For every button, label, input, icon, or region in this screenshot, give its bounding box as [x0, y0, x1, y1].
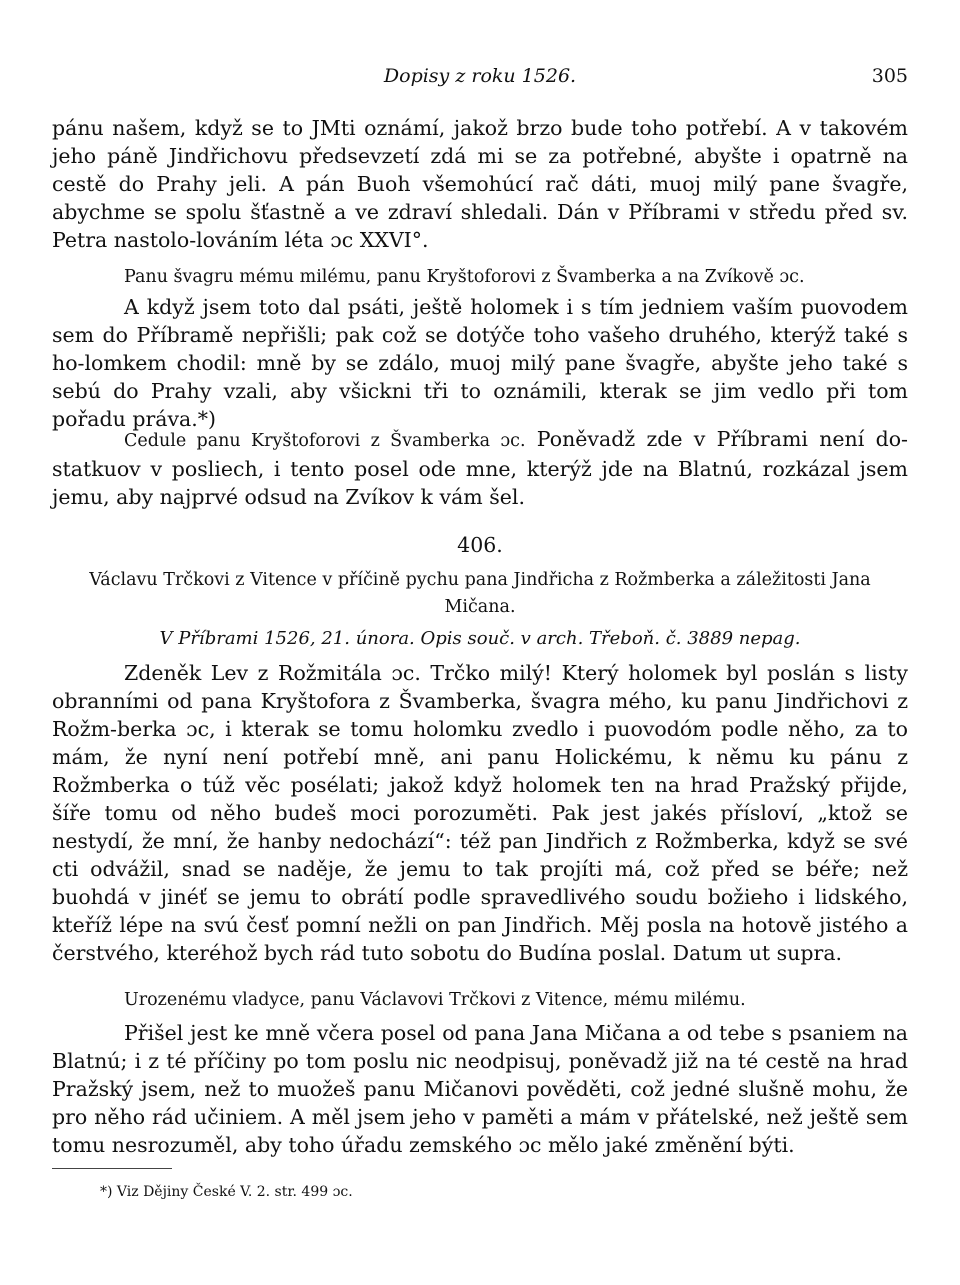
letter-postscript: Přišel jest ke mně včera posel od pana Jana Mičana a od tebe s psaniem na Blatnú; i z té příčiny po tom poslu nic neodpisuj, poněvadž již na té cestě na hrad Pražský jsem, než to muožeš panu Mičanovi pověděti, což jedné slušně mohu, že pro něho rád učiniem. A měl jsem jeho v paměti a mám v přátelské, než ještě sem tomu nesrozuměl, aby toho úřadu zemského ɔc mělo jaké změnění býti. [52, 1021, 908, 1157]
previous-letter-ending: pánu našem, když se to JMti oznámí, jakož brzo bude toho potřebí. A v takovém jeho páně Jindřichovu předsevzetí zdá mi se za potřebné, abyšte i opatrně na cestě do Prahy jeli. A pán Buoh všemohúcí rač dáti, muoj milý pane švagře, abychme se spolu šťastně a ve zdraví shledali. Dán v Příbrami v středu před sv. Petra nastolo-lováním léta ɔc XXVI°. [52, 116, 908, 252]
cedule-label: Cedule panu Kryštoforovi z Švamberka ɔc. [124, 431, 526, 451]
cedule-paragraph [52, 425, 908, 511]
cedule-text: Poněvadž zde v Příbrami není do-statkuov v posliech, i tento posel ode mne, kterýž jde na Blatnú, rozkázal jsem jemu, aby najprvé odsud na Zvíkov k vám šel. [52, 427, 908, 509]
letter-address-2: Urozenému vladyce, panu Václavovi Trčkovi z Vitence, mému milému. [124, 990, 746, 1010]
page-header [52, 62, 908, 90]
footnote: *) Viz Dějiny České V. 2. str. 499 ɔc. [100, 1184, 353, 1200]
footnote-divider [52, 1168, 172, 1169]
running-title: Dopisy z roku 1526. [383, 65, 577, 87]
letter-address: Panu švagru mému milému, panu Kryštoforovi z Švamberka a na Zvíkově ɔc. [124, 267, 805, 287]
letter-body: Zdeněk Lev z Rožmitála ɔc. Trčko milý! Který holomek byl poslán s listy obranními od pana Kryštofora z Švamberka, švagra mého, ku panu Jindřichovi z Rožm-berka ɔc, i kterak se tomu holomku zvedlo i puovodóm podle něho, za to mám, že nyní není potřebí mně, ani panu Holickému, k němu ku pánu z Rožmberka o túž věc posélati; jakož když holomek ten na hrad Pražský přijde, šíře tomu od něho budeš moci porozuměti. Pak jest jakés přísloví, „ktož se nestydí, že mní, že hanby nedochází“: též pan Jindřich z Rožmberka, když se své cti odvážil, snad se naděje, že jemu to tak projíti má, což před se béře; než buohdá v jinéť se jemu to obrátí podle spravedlivého soudu božieho i lidského, kteříž lépe na svú česť pomní nežli on pan Jindřich. Měj posla na hotově jistého a čerstvého, kteréhož bych rád tuto sobotu do Budína poslal. Datum ut supra. [52, 661, 908, 965]
postscript-paragraph: A když jsem toto dal psáti, ještě holomek i s tím jedniem vaším puovodem sem do Příbramě nepřišli; pak což se dotýče toho vašeho druhého, kterýž také s ho-lomkem chodil: mně by se zdálo, muoj milý pane švagře, abyšte jeho také s sebú do Prahy vzali, aby všickni tři to oznámili, kterak se jim vedlo při tom pořadu práva.*) [52, 295, 908, 431]
page-number: 305 [871, 65, 908, 87]
document-source: V Příbrami 1526, 21. února. Opis souč. v arch. Třeboň. č. 3889 nepag. [159, 628, 801, 649]
document-regest: Václavu Trčkovi z Vitence v příčině pychu pana Jindřicha z Rožmberka a záležitosti Jana Mičana. [89, 570, 871, 617]
document-number: 406. [457, 533, 503, 557]
